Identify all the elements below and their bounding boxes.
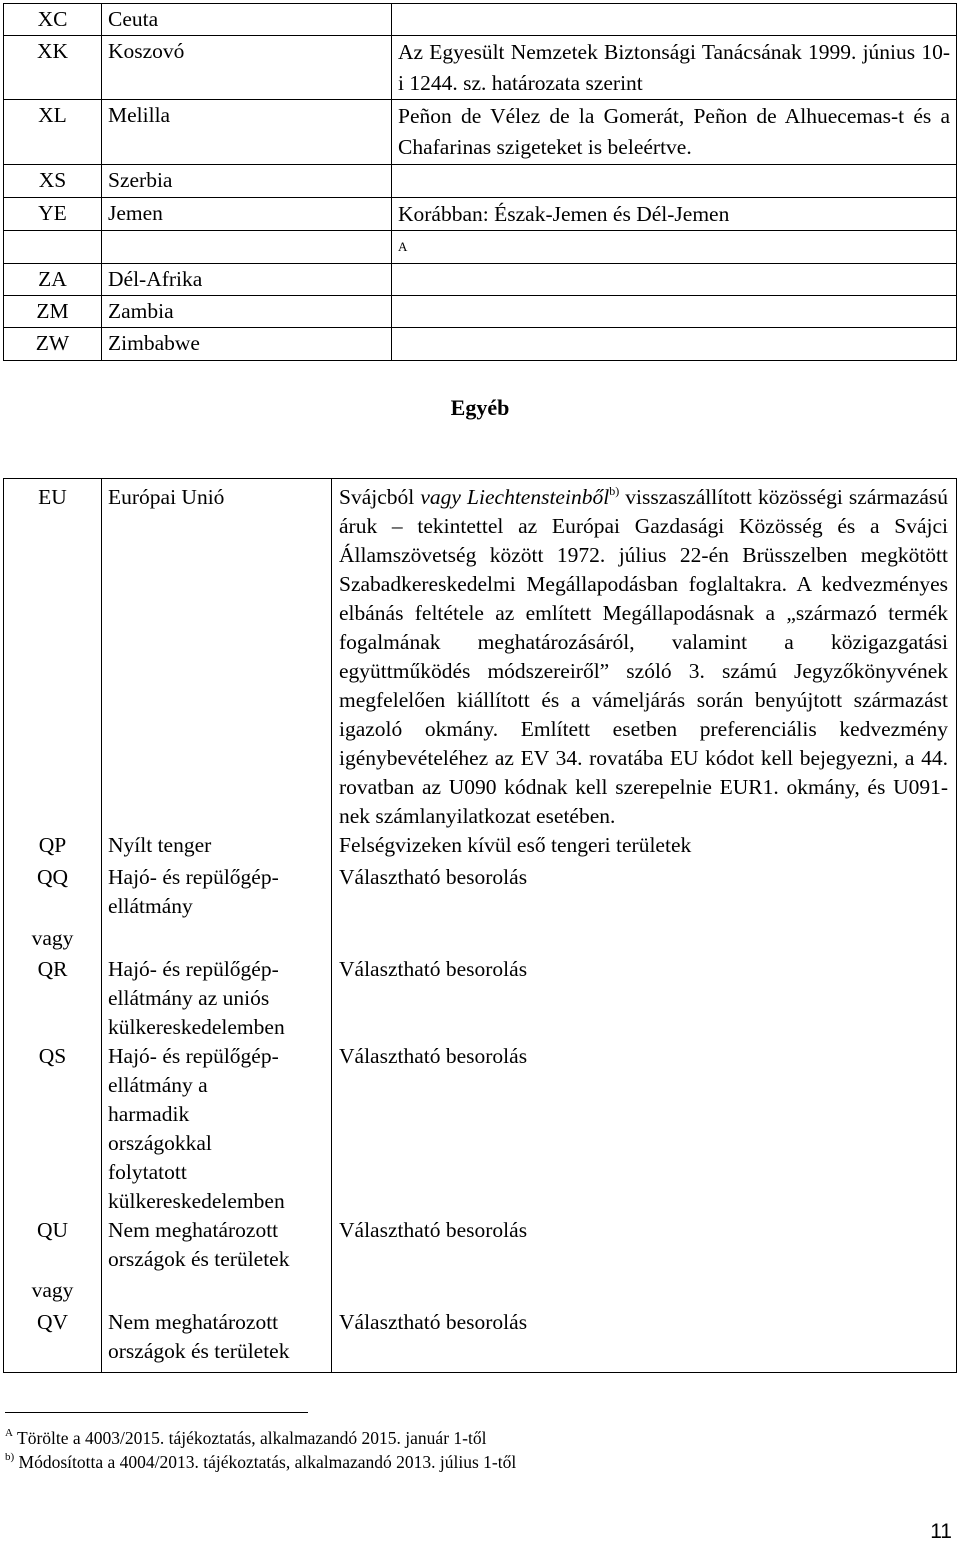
country-note bbox=[392, 165, 957, 198]
name-cell: Hajó- és repülőgép-ellátmány a harmadik országokkal folytatott külkereskedelemben bbox=[102, 1042, 332, 1216]
country-note bbox=[392, 296, 957, 328]
country-name: Zimbabwe bbox=[102, 328, 392, 361]
table-row bbox=[4, 328, 957, 361]
description-cell: Felségvizeken kívül eső tengeri területek bbox=[332, 831, 957, 860]
country-code: ZM bbox=[4, 296, 102, 328]
description-cell: Választható besorolás bbox=[332, 953, 957, 1042]
country-name: Jemen bbox=[102, 198, 392, 231]
name-cell bbox=[102, 1274, 332, 1305]
footnote bbox=[5, 1451, 516, 1473]
name-cell: Hajó- és repülőgép-ellátmány az uniós külkereskedelemben bbox=[102, 953, 332, 1042]
code-cell: QR bbox=[4, 953, 102, 1042]
description-cell bbox=[332, 921, 957, 953]
country-code: ZA bbox=[4, 264, 102, 296]
table-row bbox=[4, 479, 957, 832]
country-name: Ceuta bbox=[102, 4, 392, 36]
description-cell: Választható besorolás bbox=[332, 860, 957, 921]
country-note bbox=[392, 4, 957, 36]
desc-italic: vagy Liechtensteinből bbox=[420, 485, 610, 509]
country-code: YE bbox=[4, 198, 102, 231]
table-row bbox=[4, 1274, 957, 1305]
country-note bbox=[392, 264, 957, 296]
country-name: Szerbia bbox=[102, 165, 392, 198]
table-row bbox=[4, 264, 957, 296]
name-cell: Nem meghatározott országok és területek bbox=[102, 1305, 332, 1373]
country-code bbox=[4, 231, 102, 264]
country-note: Peñon de Vélez de la Gomerát, Peñon de Alhuecemas-t és a Chafarinas szigeteket is beleértve. bbox=[392, 100, 957, 165]
description-cell bbox=[332, 479, 957, 832]
table-row bbox=[4, 100, 957, 165]
country-note: Korábban: Észak-Jemen és Dél-Jemen bbox=[392, 198, 957, 231]
deleted-footnote-mark: A bbox=[392, 231, 957, 264]
footnote-separator bbox=[5, 1412, 308, 1413]
description-cell: Választható besorolás bbox=[332, 1305, 957, 1373]
country-code: XK bbox=[4, 36, 102, 100]
footnote-text: Módosította a 4004/2013. tájékoztatás, alkalmazandó 2013. július 1-től bbox=[18, 1452, 517, 1472]
country-name: Dél-Afrika bbox=[102, 264, 392, 296]
country-name: Koszovó bbox=[102, 36, 392, 100]
name-cell bbox=[102, 921, 332, 953]
table-row bbox=[4, 1305, 957, 1373]
other-codes-table bbox=[3, 478, 957, 1373]
country-note bbox=[392, 328, 957, 361]
country-code: XS bbox=[4, 165, 102, 198]
table-row bbox=[4, 1216, 957, 1274]
code-cell: QV bbox=[4, 1305, 102, 1373]
table-row bbox=[4, 860, 957, 921]
table-row bbox=[4, 231, 957, 264]
code-cell: QP bbox=[4, 831, 102, 860]
country-name: Melilla bbox=[102, 100, 392, 165]
table-row bbox=[4, 831, 957, 860]
desc-text: Svájcból bbox=[339, 485, 421, 509]
description-cell: Választható besorolás bbox=[332, 1042, 957, 1216]
table-row bbox=[4, 953, 957, 1042]
footnote bbox=[5, 1427, 486, 1449]
code-cell: QS bbox=[4, 1042, 102, 1216]
footnote-ref: b) bbox=[609, 484, 620, 498]
table-row bbox=[4, 4, 957, 36]
section-heading: Egyéb bbox=[450, 395, 510, 420]
desc-text: visszaszállított közösségi származású áruk – tekintettel az Európai Gazdasági Közösség és a Svájci Államszövetség között 1972. július 22-én Brüsszelben megkötött Szabadkereskedelmi Megállapodásban foglaltakra. A kedvezményes elbánás feltétele az említett Megállapodásnak a „származó termék fogalmának meghatározásáról, valamint a közigazgatási együttműködés módszereiről” szóló 3. számú Jegyzőkönyvének megfelelően kiállított és a vámeljárás során benyújtott származást igazoló okmány. Említett esetben preferenciális kedvezmény igénybevételéhez az EV 34. rovatába EU kódot kell bejegyezni, a 44. rovatban az U090 kódnak kell szerepelnie EUR1. okmány, és U091-nek számlanyilatkozat esetében. bbox=[339, 485, 948, 828]
name-cell: Nyílt tenger bbox=[102, 831, 332, 860]
country-code: ZW bbox=[4, 328, 102, 361]
table-row bbox=[4, 198, 957, 231]
description-cell: Választható besorolás bbox=[332, 1216, 957, 1274]
name-cell: Európai Unió bbox=[102, 479, 332, 832]
code-cell: QU bbox=[4, 1216, 102, 1274]
code-cell: QQ bbox=[4, 860, 102, 921]
footnote-text: Törölte a 4003/2015. tájékoztatás, alkalmazandó 2015. január 1-től bbox=[17, 1428, 487, 1448]
name-cell: Nem meghatározott országok és területek bbox=[102, 1216, 332, 1274]
code-cell: EU bbox=[4, 479, 102, 832]
page-number: 11 bbox=[930, 1520, 952, 1543]
country-note: Az Egyesült Nemzetek Biztonsági Tanácsának 1999. június 10-i 1244. sz. határozata szerint bbox=[392, 36, 957, 100]
country-code-table bbox=[3, 3, 957, 361]
table-row bbox=[4, 921, 957, 953]
country-code: XC bbox=[4, 4, 102, 36]
name-cell: Hajó- és repülőgép-ellátmány bbox=[102, 860, 332, 921]
table-row bbox=[4, 36, 957, 100]
country-name bbox=[102, 231, 392, 264]
footnote-mark: A bbox=[5, 1427, 13, 1439]
footnote-mark: b) bbox=[5, 1451, 15, 1463]
table-row bbox=[4, 165, 957, 198]
table-row bbox=[4, 296, 957, 328]
code-cell: vagy bbox=[4, 1274, 102, 1305]
country-name: Zambia bbox=[102, 296, 392, 328]
country-code: XL bbox=[4, 100, 102, 165]
table-row bbox=[4, 1042, 957, 1216]
description-cell bbox=[332, 1274, 957, 1305]
code-cell: vagy bbox=[4, 921, 102, 953]
